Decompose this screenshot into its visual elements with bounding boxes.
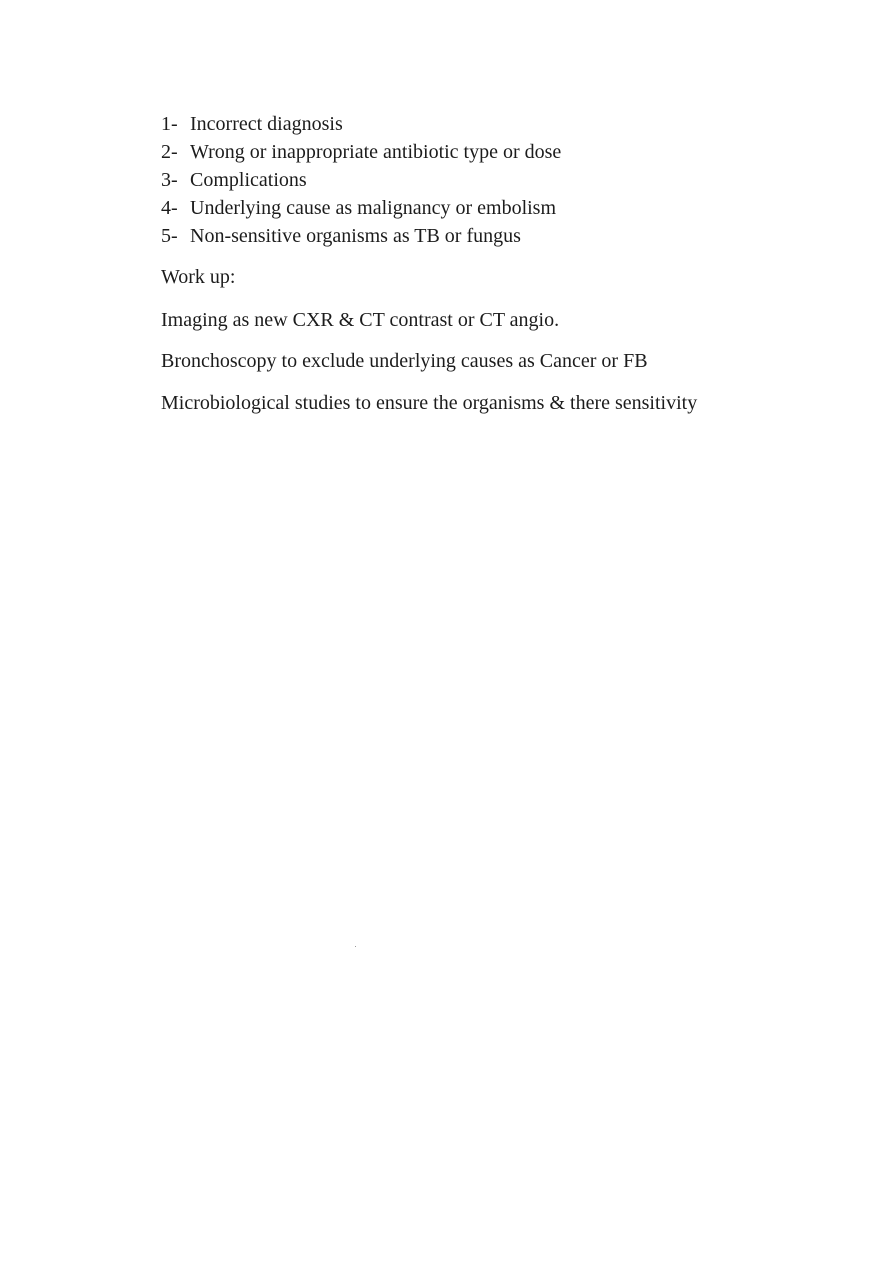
bronchoscopy-paragraph: Bronchoscopy to exclude underlying causes as Cancer or FB: [161, 350, 648, 372]
list-item: [161, 166, 861, 194]
list-item-text: Incorrect diagnosis: [190, 113, 343, 135]
list-item: [161, 138, 861, 166]
list-item-number: 3-: [161, 169, 178, 191]
scan-speck: [355, 946, 356, 947]
list-item-text: Non-sensitive organisms as TB or fungus: [190, 225, 521, 247]
imaging-paragraph: Imaging as new CXR & CT contrast or CT angio.: [161, 309, 560, 331]
list-item-number: 4-: [161, 197, 178, 219]
microbiology-paragraph: Microbiological studies to ensure the organisms & there sensitivity: [161, 392, 698, 414]
list-item: [161, 194, 861, 222]
list-item-text: Wrong or inappropriate antibiotic type or dose: [190, 141, 562, 163]
list-item-number: 5-: [161, 225, 178, 247]
list-item-text: Complications: [190, 169, 307, 191]
list-item: [161, 110, 861, 138]
list-item-text: Underlying cause as malignancy or embolism: [190, 197, 557, 219]
list-item-number: 2-: [161, 141, 178, 163]
causes-list: [161, 110, 861, 250]
document-content: [161, 110, 861, 417]
list-item: [161, 222, 861, 250]
list-item-number: 1-: [161, 113, 178, 135]
work-up-heading: Work up:: [161, 266, 236, 288]
